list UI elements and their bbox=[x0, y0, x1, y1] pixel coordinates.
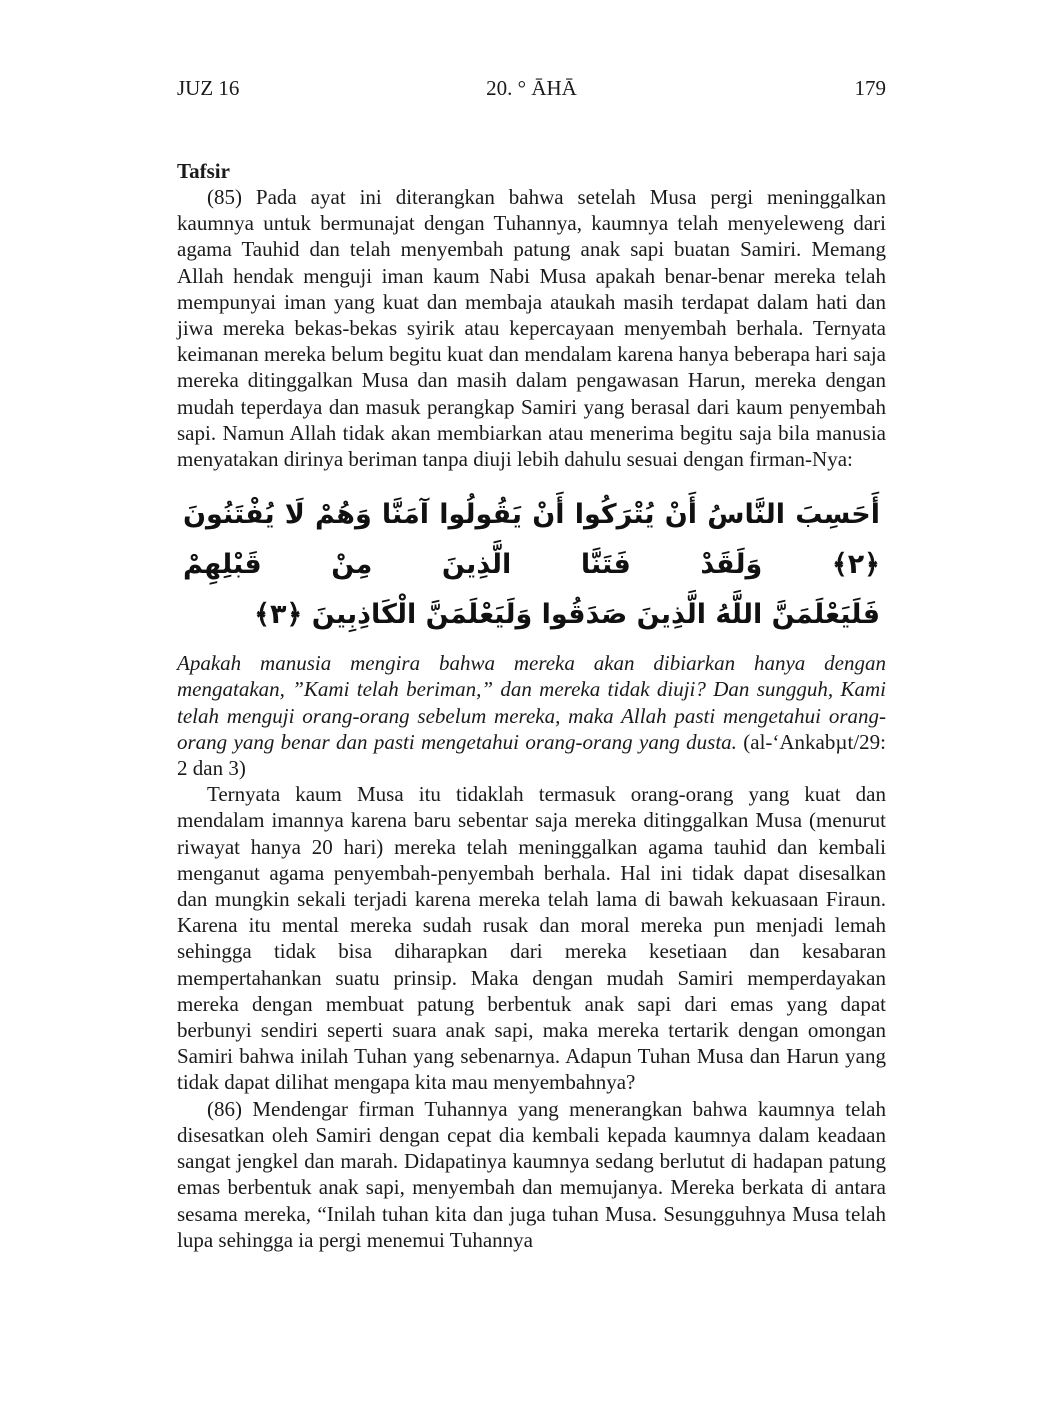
arabic-line-2: فَلَيَعْلَمَنَّ اللَّهُ الَّذِينَ صَدَقُوا وَلَيَعْلَمَنَّ الْكَاذِبِينَ ﴿٣﴾ bbox=[254, 599, 880, 631]
paragraph-85: (85) Pada ayat ini diterangkan bahwa setelah Musa pergi meninggalkan kaumnya untuk bermunajat dengan Tuhannya, kaumnya telah menyeleweng dari agama Tauhid dan telah menyembah patung anak sapi buatan Samiri. Memang Allah hendak menguji iman kaum Nabi Musa apakah benar-benar mereka telah mempunyai iman yang kuat dan membaja ataukah masih terdapat dalam hati dan jiwa mereka bekas-bekas syirik atau kepercayaan menyembah berhala. Ternyata keimanan mereka belum begitu kuat dan mendalam karena hanya beberapa hari saja mereka ditinggalkan Musa dan masih dalam pengawasan Harun, mereka dengan mudah teperdaya dan masuk perangkap Samiri yang berasal dari kaum penyembah sapi. Namun Allah tidak akan membiarkan atau menerima begitu saja bila manusia menyatakan dirinya beriman tanpa diuji lebih dahulu sesuai dengan firman-Nya: bbox=[177, 185, 886, 472]
verse-translation bbox=[177, 650, 886, 781]
paragraph-86: (86) Mendengar firman Tuhannya yang menerangkan bahwa kaumnya telah disesatkan oleh Samiri dengan cepat dia kembali kepada kaumnya dalam keadaan sangat jengkel dan marah. Didapatinya kaumnya sedang berlutut di hadapan patung emas berbentuk anak sapi, menyembah dan memujanya. Mereka berkata di antara sesama mereka, “Inilah tuhan kita dan juga tuhan Musa. Sesungguhnya Musa telah lupa sehingga ia pergi menemui Tuhannya bbox=[177, 1096, 886, 1252]
surah-title: 20. ° ĀHĀ bbox=[486, 76, 577, 100]
translation-text: Apakah manusia mengira bahwa mereka akan dibiarkan hanya dengan mengatakan, ”Kami telah beriman,” dan mereka tidak diuji? Dan sungguh, Kami telah menguji orang-orang sebelum mereka, maka Allah pasti mengetahui orang-orang yang benar dan pasti mengetahui orang-orang yang dusta. bbox=[177, 651, 886, 754]
page-number: 179 bbox=[854, 76, 886, 100]
arabic-line-1: أَحَسِبَ النَّاسُ أَنْ يُتْرَكُوا أَنْ يَقُولُوا آمَنَّا وَهُمْ لَا يُفْتَنُونَ ﴿٢﴾ وَلَقَدْ فَتَنَّا الَّذِينَ مِنْ قَبْلِهِمْ bbox=[183, 499, 880, 581]
quran-verse-arabic bbox=[183, 490, 880, 640]
document-page bbox=[177, 70, 886, 1253]
page-header bbox=[177, 70, 886, 110]
section-title: Tafsir bbox=[177, 159, 230, 183]
juz-label: JUZ 16 bbox=[177, 76, 240, 100]
verse-citation: (al-‘Ankabµt/29: 2 dan 3) bbox=[177, 729, 886, 781]
paragraph-continuation: Ternyata kaum Musa itu tidaklah termasuk orang-orang yang kuat dan mendalam imannya karena baru sebentar saja mereka ditinggalkan Musa (menurut riwayat hanya 20 hari) mereka telah meninggalkan agama tauhid dan kembali menganut agama penyembah-penyembah berhala. Hal ini tidak dapat disesalkan dan mungkin sekali terjadi karena mereka telah lama di bawah kekuasaan Firaun. Karena itu mental mereka sudah rusak dan moral mereka pun menjadi lemah sehingga tidak bisa diharapkan dari mereka kesetiaan dan kesabaran mempertahankan suatu prinsip. Maka dengan mudah Samiri memperdayakan mereka dengan membuat patung berbentuk anak sapi dari emas yang dapat berbunyi sendiri seperti suara anak sapi, maka mereka tertarik dengan omongan Samiri bahwa inilah Tuhan yang sebenarnya. Adapun Tuhan Musa dan Harun yang tidak dapat dilihat mengapa kita mau menyembahnya? bbox=[177, 782, 886, 1095]
